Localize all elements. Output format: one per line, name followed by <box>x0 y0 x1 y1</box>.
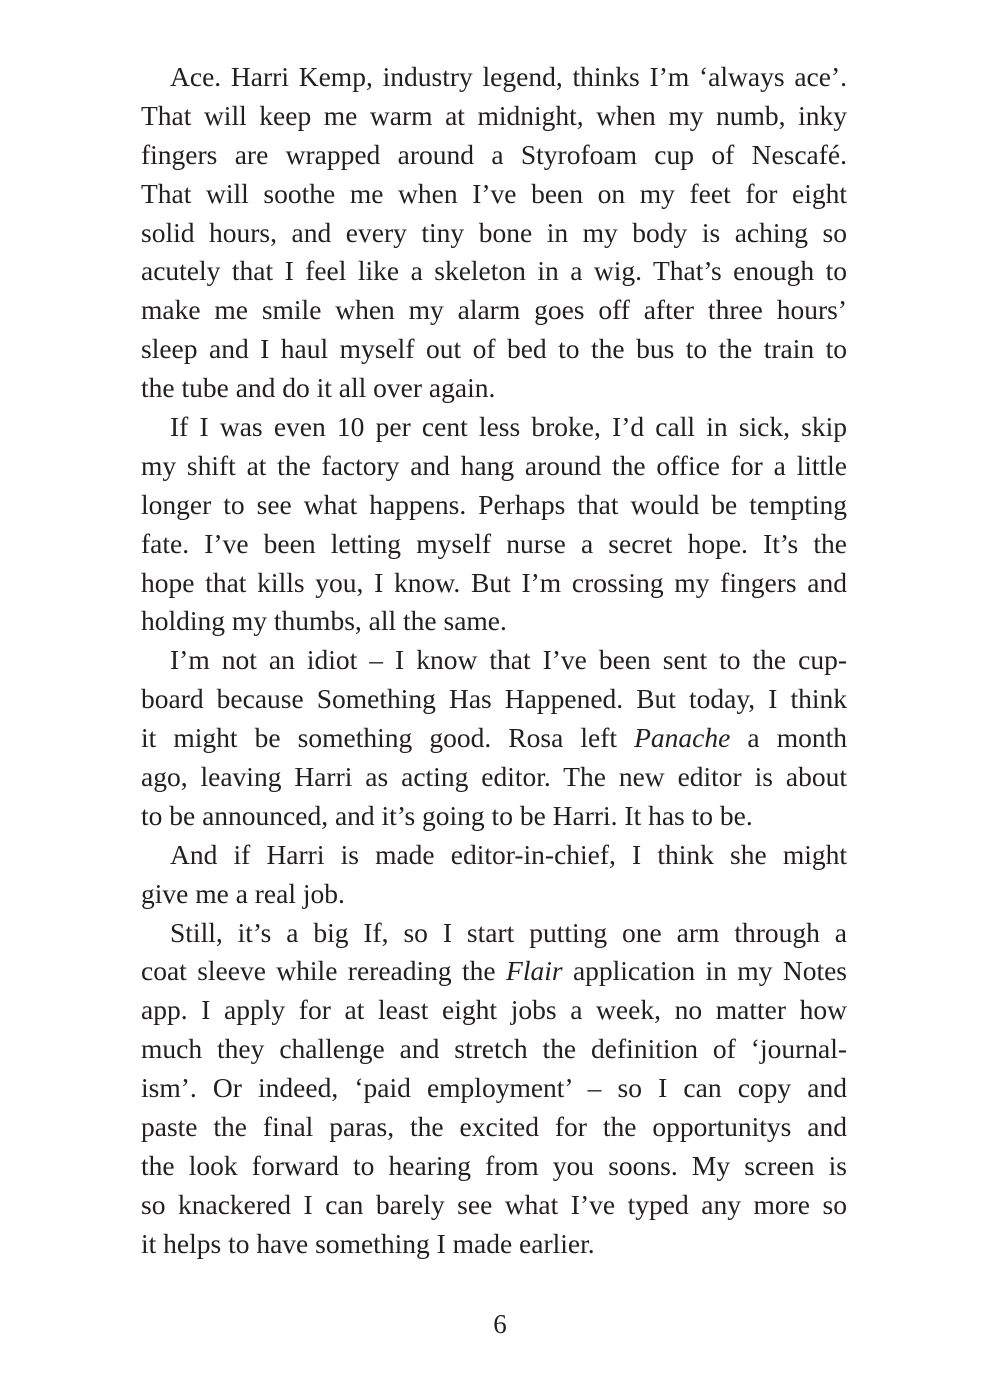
text-line <box>141 58 847 97</box>
text-segment: hope that kills you, I know. But I’m crossing my fingers and <box>141 566 847 598</box>
text-segment: coat sleeve while rereading the <box>141 955 507 987</box>
text-segment: much they challenge and stretch the definition of ‘journal- <box>141 1033 847 1065</box>
text-segment: make me smile when my alarm goes off after three hours’ <box>141 294 847 326</box>
text-segment: ism’. Or indeed, ‘paid employment’ – so I can copy and <box>141 1072 847 1104</box>
text-segment: the tube and do it all over again. <box>141 372 496 404</box>
text-segment: it might be something good. Rosa left <box>141 722 635 754</box>
text-line <box>141 214 847 253</box>
text-line <box>141 1186 847 1225</box>
text-segment: Ace. Harri Kemp, industry legend, thinks I’m ‘always ace’. <box>170 61 847 92</box>
text-segment: If I was even 10 per cent less broke, I’d call in sick, skip <box>170 411 847 443</box>
text-line <box>141 408 847 447</box>
text-line <box>141 797 847 836</box>
text-line <box>141 1225 847 1264</box>
text-segment: Still, it’s a big If, so I start putting one arm through a <box>170 916 847 948</box>
text-segment: fingers are wrapped around a Styrofoam cup of Nescafé. <box>141 138 847 170</box>
paragraph <box>141 58 847 408</box>
text-segment: board because Something Has Happened. But today, I think <box>141 683 847 715</box>
text-segment: longer to see what happens. Perhaps that would be tempting <box>141 488 847 520</box>
text-line <box>141 641 847 680</box>
paragraph <box>141 914 847 1264</box>
text-segment: acutely that I feel like a skeleton in a wig. That’s enough to <box>141 255 847 287</box>
text-line <box>141 758 847 797</box>
paragraph <box>141 408 847 641</box>
italic-title: Panache <box>634 722 731 754</box>
text-segment: ago, leaving Harri as acting editor. The new editor is about <box>141 761 847 793</box>
text-line <box>141 680 847 719</box>
text-segment: application in my Notes <box>562 955 847 987</box>
text-segment: it helps to have something I made earlier. <box>141 1227 595 1259</box>
text-segment: And if Harri is made editor-in-chief, I think she might <box>170 838 847 870</box>
text-line <box>141 291 847 330</box>
text-segment: That will keep me warm at midnight, when my numb, inky <box>141 99 847 131</box>
text-line <box>141 447 847 486</box>
text-segment: I’m not an idiot – I know that I’ve been sent to the cup- <box>170 644 847 676</box>
text-segment: solid hours, and every tiny bone in my body is aching so <box>141 216 847 248</box>
text-segment: my shift at the factory and hang around the office for a little <box>141 449 847 481</box>
text-line <box>141 1108 847 1147</box>
text-line <box>141 564 847 603</box>
text-segment: fate. I’ve been letting myself nurse a secret hope. It’s the <box>141 527 847 559</box>
text-segment: a month <box>730 722 847 754</box>
text-segment: paste the final paras, the excited for the opportunitys and <box>141 1111 847 1143</box>
text-line <box>141 719 847 758</box>
text-line <box>141 330 847 369</box>
text-line <box>141 97 847 136</box>
paragraph <box>141 836 847 914</box>
text-line <box>141 486 847 525</box>
text-line <box>141 991 847 1030</box>
text-segment: sleep and I haul myself out of bed to the bus to the train to <box>141 333 847 365</box>
text-line <box>141 952 847 991</box>
text-segment: app. I apply for at least eight jobs a week, no matter how <box>141 994 847 1026</box>
text-line <box>141 369 847 408</box>
text-line <box>141 175 847 214</box>
text-segment: to be announced, and it’s going to be Harri. It has to be. <box>141 799 753 831</box>
paragraph <box>141 641 847 835</box>
text-segment: the look forward to hearing from you soons. My screen is <box>141 1149 847 1181</box>
text-line <box>141 136 847 175</box>
text-segment: so knackered I can barely see what I’ve typed any more so <box>141 1188 847 1220</box>
text-line <box>141 602 847 641</box>
text-line <box>141 836 847 875</box>
text-line <box>141 525 847 564</box>
text-line <box>141 914 847 953</box>
text-segment: holding my thumbs, all the same. <box>141 605 507 637</box>
text-line <box>141 1147 847 1186</box>
page-number: 6 <box>493 1309 507 1339</box>
body-text <box>141 58 847 1264</box>
text-line <box>141 1069 847 1108</box>
text-segment: give me a real job. <box>141 877 345 909</box>
text-line <box>141 252 847 291</box>
text-segment: That will soothe me when I’ve been on my feet for eight <box>141 177 847 209</box>
text-line <box>141 1030 847 1069</box>
text-line <box>141 875 847 914</box>
italic-title: Flair <box>506 955 563 987</box>
